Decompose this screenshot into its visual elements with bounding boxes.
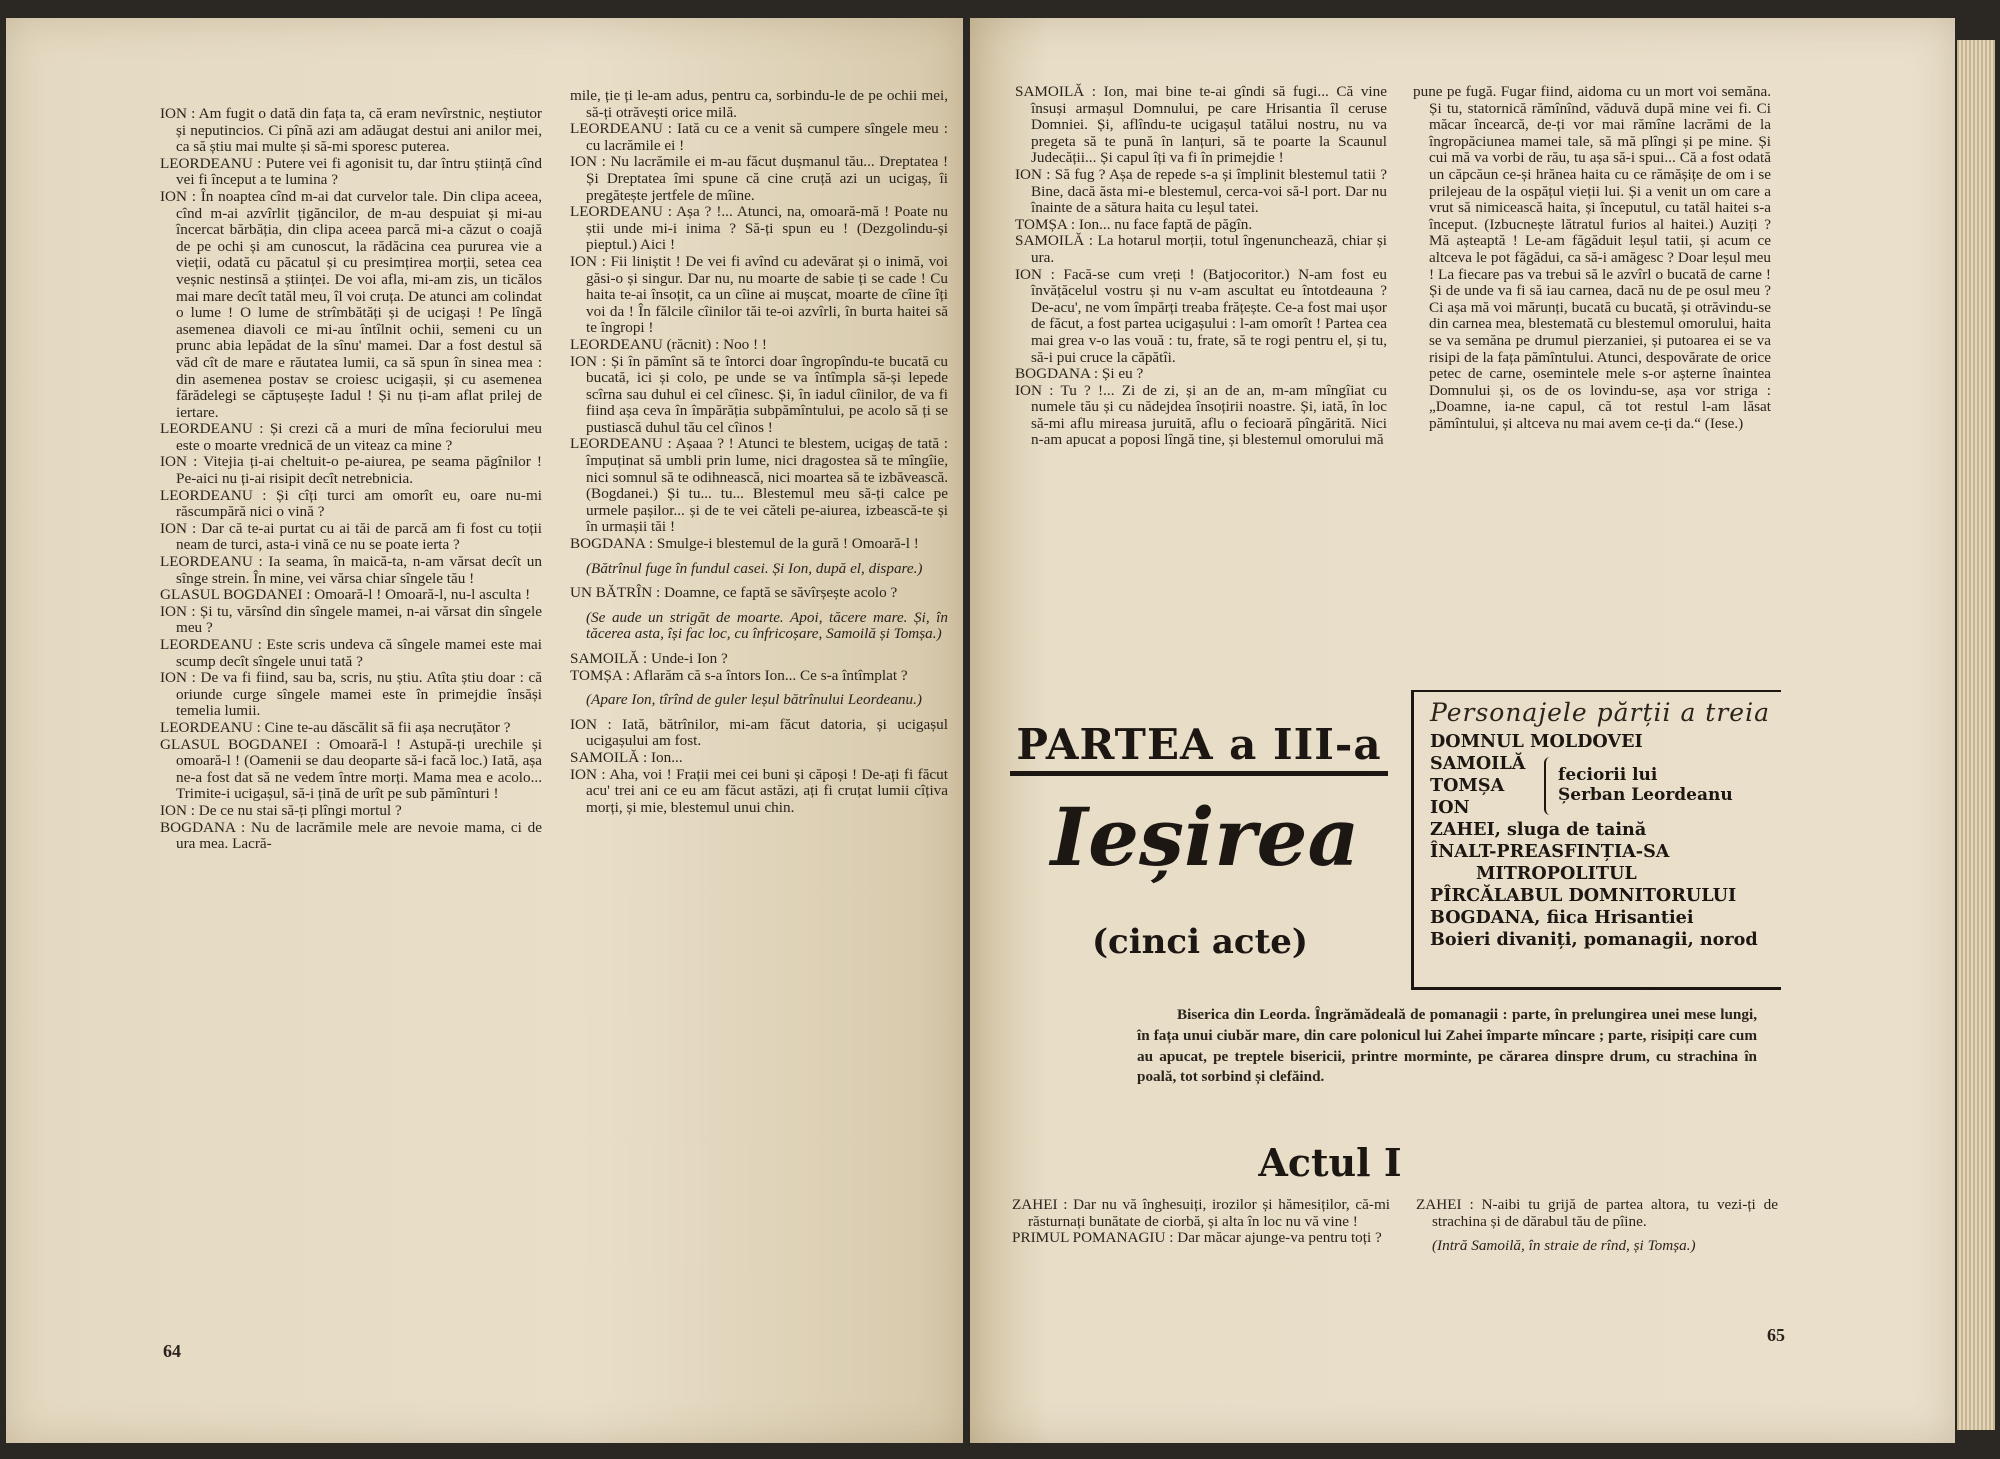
cast-member: ZAHEI, sluga de taină (1430, 819, 1647, 840)
cast-note: Șerban Leordeanu (1558, 785, 1733, 805)
dialogue-line: LEORDEANU : Așa ? !... Atunci, na, omoară-mă ! Poate nu știi unde mi-i inima ? Să-ți spun eu ! (Dezgolindu-și pieptul.) Aici ! (570, 203, 948, 254)
dialogue-line: ZAHEI : Dar nu vă înghesuiți, irozilor și hămesiților, că-mi răsturnați bunătate de ciorbă, și alta în loc nu vă vine ! (1012, 1196, 1390, 1230)
dialogue-line: LEORDEANU : Cine te-au dăscălit să fii așa necruțător ? (160, 718, 511, 736)
dialogue-line: ION : Am fugit o dată din fața ta, că eram nevîrstnic, neștiutor și neputincios. Ci pînă azi am adăugat destui ani anilor mei, ca să știu mai multe și să-mi sporesc puterea. (160, 105, 542, 156)
cast-member: Boieri divaniți, pomanagii, norod (1430, 929, 1758, 950)
dialogue-line: ION : Facă-se cum vreți ! (Batjocoritor.) N-am fost eu învățăcelul vostru și nu v-am ascultat eu întotdeauna ? De-acu', ne vom împărți treaba frățește. Ce-a fost mai ușor de făcut, a fost partea ucigașului : l-am omorît ! Partea cea mai grea v-o las vouă : tu, frate, să te rogi pentru el, și tu, să-i pui cruce la căpătîi. (1015, 265, 1387, 366)
dialogue-line: LEORDEANU : Este scris undeva că sîngele mamei este mai scump decît sîngele unui tată ? (160, 636, 542, 670)
act-column-2 (1416, 1197, 1778, 1263)
dialogue-line: ION : Și tu, vărsînd din sîngele mamei, n-ai vărsat din sîngele meu ? (160, 602, 542, 637)
act-title: Actul I (1258, 1140, 1402, 1185)
act-column-1 (1012, 1197, 1390, 1247)
dialogue-line: TOMȘA : Aflarăm că s-a întors Ion... Ce s-a întîmplat ? (570, 666, 908, 684)
dialogue-line: TOMȘA : Ion... nu face faptă de păgîn. (1015, 215, 1253, 233)
dialogue-line: ION : Fii liniștit ! De vei fi avînd cu adevărat și o inimă, voi găsi-o și singur. Dar nu, nu moarte de sabie ți se cade ! Cu haita te-ai însoțit, ca un cîine ai mușcat, moarte de cîine îți voi da ! În fălcile cîinilor tăi te-oi azvîrli, în burta haitei să te îngropi ! (570, 252, 948, 337)
dialogue-line: ION : Și în pămînt să te întorci doar îngropîndu-te bucată cu bucată, ici și colo, pe unde se va întîmpla să-și lepede scîrna sau duhul ei cel cîinesc. Și, în iadul cîinilor, de va fi fiind așa ceva în împărăția subpămîntului, pe acolo să ți se pustiască duhul tău cel cîinos ! (570, 352, 948, 436)
left-column-2 (570, 88, 948, 816)
dialogue-line: SAMOILĂ : Unde-i Ion ? (570, 650, 728, 667)
cast-member: TOMȘA (1430, 775, 1505, 796)
dialogue-line: GLASUL BOGDANEI : Omoară-l ! Omoară-l, nu-l asculta ! (160, 586, 531, 604)
dialogue-line: SAMOILĂ : La hotarul morții, totul îngenunchează, chiar și ura. (1015, 232, 1387, 266)
page-edges (1957, 40, 1995, 1430)
dialogue-line: pune pe fugă. Fugar fiind, aidoma cu un mort voi semăna. Și tu, statornică rămînînd, văduvă după mine vei fi. Ci măcar încearcă, de-ți vor mai rămîne lacrămi de la îngropăciunea mamei tale, să mă plîngi și pe mine. Și cui mă va vorbi de rău, tu așa să-i spui... Că a fost odată un căpcăun ce-și hrănea haita cu ce rămășițe de om i se prilejeau de la ospățul vieții lui. Și a venit un om care a vrut să nimicească haita, și începutul, cu tatăl haitei s-a început. (Izbucnește lătratul furios al haitei.) Auziți ? Mă așteaptă ! Le-am făgăduit leșul tatii, și acum ce altceva le pot făgădui, ca să-i amăgesc ? Doar leșul meu ! La fiecare pas va trebui să le azvîrl o bucată de carne ! Și de unde va fi să iau carnea, dacă nu de pe osul meu ? Ci așa mă voi mărunți, bucată cu bucată, și otrăvindu-se din carnea mea, blestemată cu blestemul omorului, haita se va semăna pe drumul pierzaniei, și putoarea ei se va risipi de la fața pămîntului. Atunci, despovărate de orice petec de carne, osemintele mele s-or așterne înaintea Domnului și, os de os lovindu-se, așa vor striga : „Doamne, ia-ne capul, că tot restul l-am lăsat pămîntului, și altceva nu mai avem ce-ți da.“ (Iese.) (1413, 83, 1772, 432)
stage-direction: (Se aude un strigăt de moarte. Apoi, tăcere mare. Și, în tăcerea asta, își fac loc, cu înfricoșare, Samoilă și Tomșa.) (586, 608, 948, 643)
dialogue-line: BOGDANA : Și eu ? (1015, 365, 1144, 383)
dialogue-line: BOGDANA : Nu de lacrămile mele are nevoie mama, ci de ura mea. Lacră- (160, 818, 542, 853)
brace-mark (1544, 757, 1554, 815)
scene-setting: Biserica din Leorda. Îngrămădeală de pomanagii : parte, în prelungirea unei mese lungi, în fața unui ciubăr mare, din care polonicul lui Zahei împarte mîncare ; parte, risipiți care cum au apucat, pe treptele bisericii, printre morminte, pe cărarea dinspre drum, cu strachina în poală, tot sorbind și clefăind. (1137, 1006, 1757, 1086)
play-subtitle: (cinci acte) (1091, 922, 1309, 962)
cast-member: DOMNUL MOLDOVEI (1430, 731, 1643, 752)
stage-direction: (Bătrînul fuge în fundul casei. Și Ion, după el, dispare.) (586, 559, 923, 577)
cast-member: PÎRCĂLABUL DOMNITORULUI (1430, 885, 1737, 906)
dialogue-line: LEORDEANU : Putere vei fi agonisit tu, dar întru știință cînd vei fi început a te lumina ? (160, 154, 542, 189)
cast-member: MITROPOLITUL (1476, 863, 1637, 884)
cast-heading: Personajele părții a treia (1430, 698, 1771, 727)
stage-direction: (Apare Ion, tîrînd de guler leșul bătrînului Leordeanu.) (586, 691, 922, 709)
dialogue-line: PRIMUL POMANAGIU : Dar măcar ajunge-va pentru toți ? (1012, 1229, 1382, 1247)
dialogue-line: LEORDEANU : Și crezi că a muri de mîna feciorului meu este o moarte vrednică de un viteaz ca mine ? (160, 420, 542, 454)
dialogue-line: ION : În noaptea cînd m-ai dat curvelor tale. Din clipa aceea, cînd m-ai azvîrlit țigăncilor, de m-au despuiat și mi-au încercat bărbăția, din clipa aceea parcă mi-a căzut o coajă de pe ochi și am cunoscut, la rădăcina cea pururea vie a vieții, odată cu păcatul și cu presimțirea morții, setea cea veșnic nestinsă a științei. De voi afla, mi-am zis, un ticălos mai mare decît tatăl meu, îl voi cruța. De atunci am colindat o lume ! O lume de strîmbătăți și de ucigași ! Pe lîngă asemenea diavoli ce mi-au întîlnit ochii, semeni cu un prunc abia lepădat de la sînu' mamei. Dar a fost destul să văd cît de mare e răutatea lumii, ca să spun în sinea mea : din asemenea postav se croiesc ucigașii, și cu asemenea fărădelegi se căptușește Iadul ! Și nu ți-am aflat prilej de iertare. (160, 187, 542, 421)
dialogue-line: ION : De ce nu stai să-ți plîngi mortul ? (160, 801, 402, 819)
cast-member: SAMOILĂ (1430, 753, 1526, 774)
page-number-right: 65 (1767, 1325, 1785, 1345)
cast-brothers-group (1430, 753, 1781, 819)
dialogue-line: SAMOILĂ : Ion... (570, 748, 683, 766)
dialogue-line: BOGDANA : Smulge-i blestemul de la gură ! Omoară-l ! (570, 535, 919, 553)
cast-member: ÎNALT-PREASFINȚIA-SA (1430, 841, 1670, 862)
dialogue-line: ION : Tu ? !... Zi de zi, și an de an, m-am mîngîiat cu numele tău și cu nădejdea însoțirii noastre. Și, iată, în loc să-mi aflu mireasa juruită, aflu o fecioară pîngărită. Nici n-am apucat a poposi lîngă tine, și blestemul omorului mă (1015, 381, 1387, 449)
dialogue-line: UN BĂTRÎN : Doamne, ce faptă se săvîrșește acolo ? (570, 584, 898, 602)
dialogue-line: GLASUL BOGDANEI : Omoară-l ! Astupă-ți urechile și omoară-l ! (Oamenii se dau deoparte să-i facă loc.) Iată, așa ne-a fost dat să ne vedem între morți. Mama mea e acolo... Trimite-i ucigașul, să-i țină de urît pe sub pămînturi ! (160, 735, 542, 803)
dialogue-line: LEORDEANU : Și cîți turci am omorît eu, oare nu-mi răscumpără nici o vină ? (160, 486, 542, 521)
cast-member: BOGDANA, fiica Hrisantiei (1430, 907, 1694, 928)
dialogue-line: LEORDEANU (răcnit) : Noo ! ! (570, 335, 767, 353)
left-column-1 (160, 106, 542, 853)
cast-list (1411, 690, 1781, 990)
dialogue-line: LEORDEANU : Ia seama, în maică-ta, n-am vărsat decît un sînge strein. În mine, vei vărsa chiar sîngele tău ! (160, 553, 542, 587)
dialogue-line: LEORDEANU : Așaaa ? ! Atunci te blestem, ucigaș de tată : împuținat să umbli prin lume, nici dragostea să te mîngîie, nici somnul să te odihnească, nici moartea să te izbăvească. (Bogdanei.) Și tu... tu... Blestemul meu să-ți calce pe urmele pașilor... și de te vei căteli pe-aiurea, izbească-te și în urmașii tăi ! (570, 435, 948, 536)
dialogue-line: LEORDEANU : Iată cu ce a venit să cumpere sîngele meu : cu lacrămile ei ! (570, 120, 948, 154)
cast-note: feciorii lui (1558, 765, 1658, 785)
page-number-left: 64 (163, 1341, 181, 1361)
stage-direction: (Intră Samoilă, în straie de rînd, și Tomșa.) (1432, 1237, 1696, 1255)
cast-member: ION (1430, 797, 1470, 818)
play-title: Ieșirea (1050, 790, 1360, 884)
dialogue-line: ION : Aha, voi ! Frații mei cei buni și căpoși ! De-ați fi făcut acu' trei ani ce eu am făcut astăzi, ați fi cruțat lumii cîțiva morți, și mie, blestemul unui chin. (570, 765, 948, 816)
dialogue-line: ION : Iată, bătrînilor, mi-am făcut datoria, și ucigașul ucigașului am fost. (570, 715, 948, 750)
dialogue-line: SAMOILĂ : Ion, mai bine te-ai gîndi să fugi... Că vine însuși armașul Domnului, pe care Hrisantia îl ceruse Domniei. Și, aflîndu-te ucigașul tatălui nostru, nu va pregeta să te pună în lanțuri, să te poarte la Scaunul Judecății... Și capul îți va fi în primejdie ! (1015, 83, 1387, 167)
dialogue-line: ION : Să fug ? Așa de repede s-a și împlinit blestemul tatii ? Bine, dacă ăsta mi-e blestemul, cerca-voi să-l port. Dar nu înainte de a sătura haita cu leșul tatei. (1015, 165, 1387, 217)
dialogue-line: ION : De va fi fiind, sau ba, scris, nu știu. Atîta știu doar : că oriunde curge sîngele mamei este în primejdie însăși temelia lumii. (160, 669, 542, 720)
dialogue-line: ZAHEI : N-aibi tu grijă de partea altora, tu vezi-ți de strachina și de dărabul tău de pîine. (1416, 1196, 1778, 1230)
dialogue-line: ION : Vitejia ți-ai cheltuit-o pe-aiurea, pe seama păgînilor ! Pe-aici nu ți-ai risipit decît netrebnicia. (160, 453, 542, 488)
dialogue-line: ION : Dar că te-ai purtat cu ai tăi de parcă am fi fost cu toții neam de turci, asta-i vină ce nu se poate ierta ? (160, 519, 542, 554)
right-column-1 (1015, 84, 1387, 449)
right-column-2 (1413, 84, 1771, 432)
part-title: PARTEA a III-a (1010, 720, 1388, 776)
dialogue-line: ION : Nu lacrămile ei m-au făcut dușmanul tău... Dreptatea ! Și Dreptatea îmi spune că cine cruță azi un ucigaș, îi pregătește jertfele de mîine. (570, 153, 948, 204)
dialogue-line: mile, ție ți le-am adus, pentru ca, sorbindu-le de pe ochii mei, să-ți otrăvești orice milă. (570, 87, 948, 121)
